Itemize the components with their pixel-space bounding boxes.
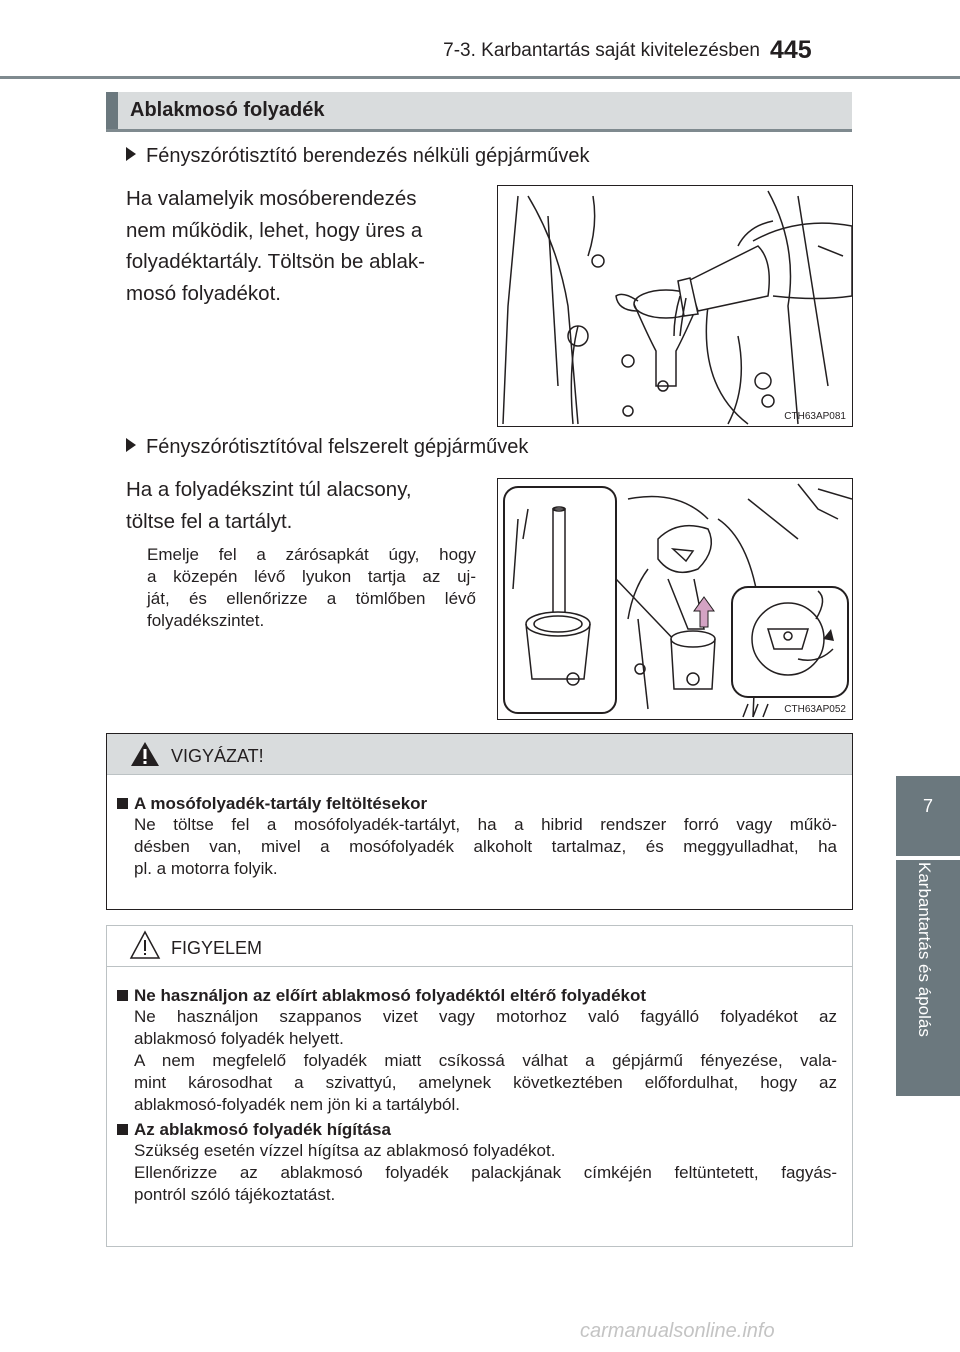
page-number: 445 [770,36,812,64]
caution-label: VIGYÁZAT! [171,746,264,766]
caution-item [117,794,837,880]
notice-line: pontról szóló tájékoztatást. [134,1185,336,1204]
warning-triangle-icon [129,930,161,960]
notice-line: ablakmosó folyadék helyett. [134,1029,344,1048]
note-line: ját, és ellenőrizze a tömlőben lévő [147,589,476,608]
bullet-triangle-icon [126,438,136,452]
section-marker [106,92,118,129]
paragraph-1 [126,183,476,309]
watermark: carmanualsonline.info [580,1320,775,1342]
notice-item-title: Ne használjon az előírt ablakmosó folyadéktól eltérő folyadékot [134,986,647,1005]
subheading-2-text: Fényszórótisztítóval felszerelt gépjárművek [146,436,529,458]
figure-code: CTH63AP081 [784,411,846,422]
level-check-illustration [498,479,852,719]
figure-refill-reservoir [497,185,853,427]
running-header: 7-3. Karbantartás saját kivitelezésben [443,40,760,61]
notice-line: ablakmosó-folyadék nem jön ki a tartályból. [134,1095,460,1114]
note-line: folyadékszintet. [147,611,265,630]
bullet-triangle-icon [126,147,136,161]
caution-line: Ne töltse fel a mosófolyadék-tartályt, ha a hibrid rendszer forró vagy műkö- [134,815,837,834]
caution-item-title: A mosófolyadék-tartály feltöltésekor [134,794,428,813]
square-bullet-icon [117,1124,128,1135]
notice-line: mint károsodhat a szivattyú, amelynek következtében előfordulhat, hogy az [134,1073,837,1092]
notice-item [117,986,837,1206]
figure-check-level [497,478,853,720]
figure-code: CTH63AP052 [784,704,846,715]
paragraph-line: Ha a folyadékszint túl alacsony, [126,478,412,501]
notice-box [106,925,853,1247]
paragraph-line: Ha valamelyik mosóberendezés [126,187,417,210]
notice-item-title: Az ablakmosó folyadék hígítása [134,1120,391,1139]
square-bullet-icon [117,990,128,1001]
note-paragraph [147,544,476,632]
caution-line: pl. a motorra folyik. [134,859,278,878]
subheading-1-text: Fényszórótisztító berendezés nélküli gépjárművek [146,145,590,167]
up-arrow-icon [694,597,714,627]
paragraph-line: folyadéktartály. Töltsön be ablak- [126,250,425,273]
paragraph-2 [126,474,476,537]
chapter-label: Karbantartás és ápolás [915,862,934,1037]
caution-box [106,733,853,910]
paragraph-line: töltse fel a tartályt. [126,509,293,533]
notice-label: FIGYELEM [171,938,263,958]
chapter-number: 7 [922,796,933,816]
note-line: a közepén lévő lyukon tartja az uj- [147,567,476,586]
notice-line: Szükség esetén vízzel hígítsa az ablakmosó folyadékot. [134,1141,556,1160]
paragraph-line: mosó folyadékot. [126,281,281,305]
warning-triangle-icon [129,740,161,768]
notice-header [107,926,852,967]
refill-illustration [498,186,852,426]
section-heading-bar [106,92,852,132]
paragraph-line: nem működik, lehet, hogy üres a [126,218,423,242]
subheading-2 [126,436,528,459]
notice-line: A nem megfelelő folyadék miatt csíkossá válhat a gépjármű fényezése, vala- [134,1051,837,1070]
caution-line: désben van, mivel a mosófolyadék alkoholt tartalmaz, és meggyulladhat, ha [134,837,837,856]
square-bullet-icon [117,798,128,809]
subheading-1 [126,145,590,168]
caution-header [107,734,852,775]
notice-line: Ne használjon szappanos vizet vagy motorhoz való fagyálló folyadékot az [134,1007,837,1026]
note-line: Emelje fel a zárósapkát úgy, hogy [147,545,476,564]
notice-line: Ellenőrizze az ablakmosó folyadék palackjának címkéjén feltüntetett, fagyás- [134,1163,837,1182]
header-rule [0,76,960,79]
section-title: Ablakmosó folyadék [130,99,325,121]
